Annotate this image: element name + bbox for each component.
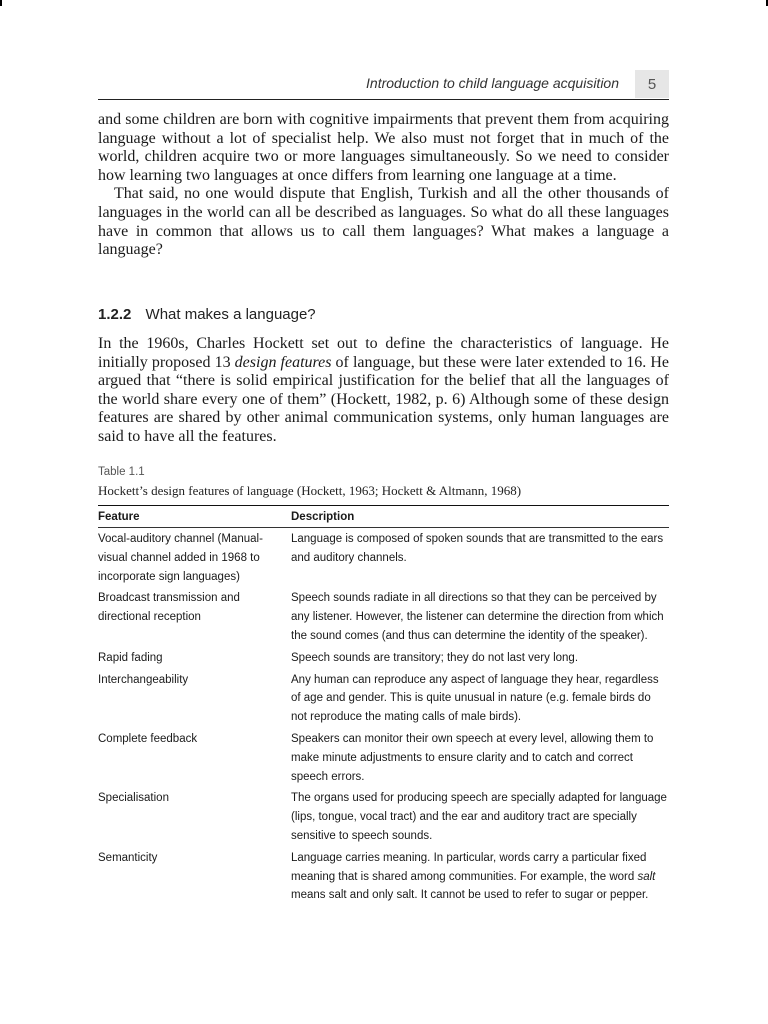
table-row xyxy=(98,530,669,586)
design-features-table xyxy=(98,505,669,905)
intro-paragraph-2: That said, no one would dispute that English, Turkish and all the other thousands of languages in the world can all be described as languages. So what do all these languages have in common that allows us to call them languages? What makes a language a language? xyxy=(98,185,669,259)
row-description-start: Language carries meaning. In particular, words carry a particular fixed meaning that is shared among communities. For example, the word xyxy=(291,851,647,883)
section-paragraph-end: of language, but these were later extended to 16. He argued that “there is solid empirical justification for the belief that all the languages of the world share every one of them” (Hockett, 1982, p. 6) Although some of these design features are shared by other animal communication systems, only human languages are said to have all the features. xyxy=(98,353,670,445)
section-paragraph-start: In the 1960s, Charles Hockett set out to define the characteristics of language. He initially proposed 13 xyxy=(98,335,669,371)
row-description: Speakers can monitor their own speech at every level, allowing them to make minute adjustments to ensure clarity and to catch and correct speech errors. xyxy=(291,732,654,783)
page-corner-mark-left xyxy=(0,0,2,6)
table-row xyxy=(98,671,669,727)
table-caption: Hockett’s design features of language (Hockett, 1963; Hockett & Altmann, 1968) xyxy=(98,483,522,498)
row-description-end: means salt and only salt. It cannot be used to refer to sugar or pepper. xyxy=(291,889,649,902)
row-feature: Interchangeability xyxy=(98,673,189,686)
table-row xyxy=(98,730,669,786)
row-description: Speech sounds radiate in all directions so that they can be perceived by any listener. However, the listener can determine the direction from which the sound comes (and thus can determine the identity of the speaker). xyxy=(291,592,664,642)
table-row xyxy=(98,849,669,905)
row-feature: Complete feedback xyxy=(98,732,198,745)
row-feature: Semanticity xyxy=(98,851,158,864)
intro-text xyxy=(98,111,669,260)
row-description xyxy=(291,849,669,905)
page-number: 5 xyxy=(635,70,669,98)
table-row xyxy=(98,589,669,645)
section-number: 1.2.2 xyxy=(98,306,132,323)
row-description: The organs used for producing speech are specially adapted for language (lips, tongue, vocal tract) and the ear and auditory tract are specially sensitive to speech sounds. xyxy=(291,792,667,842)
running-title: Introduction to child language acquisition xyxy=(366,75,619,91)
running-header xyxy=(98,70,669,100)
intro-paragraph-1: and some children are born with cognitive impairments that prevent them from acquiring language without a lot of specialist help. We also must not forget that in much of the world, children acquire two or more languages simultaneously. So we need to consider how learning two languages at once differs from learning one language at a time. xyxy=(98,111,669,184)
header-feature: Feature xyxy=(98,510,140,523)
section-heading xyxy=(98,306,316,323)
section-text xyxy=(98,335,669,447)
table-row xyxy=(98,789,669,845)
table-header-row xyxy=(98,506,669,528)
row-feature: Vocal-auditory channel (Manual-visual channel added in 1968 to incorporate sign languages) xyxy=(98,533,263,583)
section-title: What makes a language? xyxy=(145,306,316,323)
row-description: Speech sounds are transitory; they do not last very long. xyxy=(291,651,579,664)
row-feature: Broadcast transmission and directional reception xyxy=(98,592,240,624)
section-paragraph xyxy=(98,335,669,447)
row-feature: Specialisation xyxy=(98,792,169,805)
row-description: Any human can reproduce any aspect of language they hear, regardless of age and gender. This is quite unusual in nature (e.g. female birds do not reproduce the mating calls of male birds). xyxy=(291,673,659,724)
salt-term: salt xyxy=(637,870,656,883)
header-description: Description xyxy=(291,510,355,523)
table-row xyxy=(98,649,669,668)
design-features-term: design features xyxy=(234,353,332,371)
table-label: Table 1.1 xyxy=(98,466,145,478)
row-feature: Rapid fading xyxy=(98,651,163,664)
row-description: Language is composed of spoken sounds that are transmitted to the ears and auditory channels. xyxy=(291,533,664,564)
